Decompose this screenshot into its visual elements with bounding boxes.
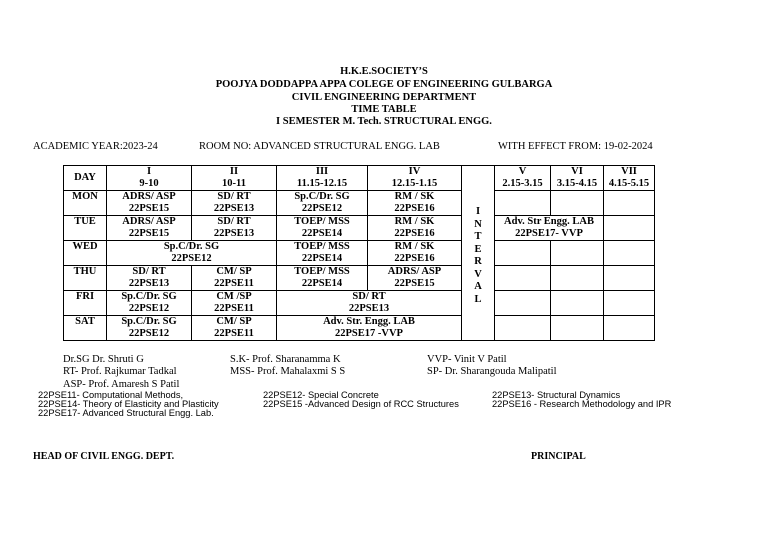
class-cell: CM/ SP 22PSE11 [192, 316, 277, 341]
faculty-abbreviation: SP- Dr. Sharangouda Malipatil [427, 366, 557, 377]
empty-cell [604, 216, 655, 241]
row-wed [64, 241, 655, 266]
class-cell: Sp.C/Dr. SG 22PSE12 [107, 241, 277, 266]
day-header: DAY [64, 166, 107, 191]
row-thu [64, 266, 655, 291]
empty-cell [604, 266, 655, 291]
period-header: II 10-11 [192, 166, 277, 191]
header-row [64, 166, 655, 191]
day-cell: THU [64, 266, 107, 291]
semester-title: I SEMESTER M. Tech. STRUCTURAL ENGG. [276, 116, 492, 127]
subject-item: 22PSE12- Special Concrete [263, 390, 379, 400]
principal-signature: PRINCIPAL [531, 451, 586, 462]
empty-cell [551, 241, 604, 266]
class-cell: SD/ RT 22PSE13 [277, 291, 462, 316]
faculty-abbreviation: VVP- Vinit V Patil [427, 354, 507, 365]
empty-cell [551, 266, 604, 291]
society-name: H.K.E.SOCIETY’S [340, 66, 428, 77]
class-cell: ADRS/ ASP 22PSE15 [107, 216, 192, 241]
subject-item: 22PSE13- Structural Dynamics [492, 390, 621, 400]
interval-column: I N T E R V A L [462, 166, 495, 341]
day-cell: MON [64, 191, 107, 216]
class-cell: TOEP/ MSS 22PSE14 [277, 216, 368, 241]
period-header: V 2.15-3.15 [495, 166, 551, 191]
class-cell: RM / SK 22PSE16 [368, 216, 462, 241]
subject-item: 22PSE14- Theory of Elasticity and Plasticity [38, 399, 219, 409]
class-cell: ADRS/ ASP 22PSE15 [368, 266, 462, 291]
document-title: TIME TABLE [351, 104, 417, 115]
row-tue [64, 216, 655, 241]
day-cell: TUE [64, 216, 107, 241]
class-cell: RM / SK 22PSE16 [368, 191, 462, 216]
class-cell: Sp.C/Dr. SG 22PSE12 [107, 291, 192, 316]
empty-cell [604, 241, 655, 266]
row-mon [64, 191, 655, 216]
class-cell: SD/ RT 22PSE13 [107, 266, 192, 291]
period-header: III 11.15-12.15 [277, 166, 368, 191]
class-cell: Sp.C/Dr. SG 22PSE12 [277, 191, 368, 216]
row-sat [64, 316, 655, 341]
empty-cell [495, 191, 551, 216]
empty-cell [604, 191, 655, 216]
day-cell: FRI [64, 291, 107, 316]
college-name: POOJYA DODDAPPA APPA COLEGE OF ENGINEERING GULBARGA [215, 79, 553, 90]
class-cell: ADRS/ ASP 22PSE15 [107, 191, 192, 216]
empty-cell [495, 241, 551, 266]
period-header: VI 3.15-4.15 [551, 166, 604, 191]
row-fri [64, 291, 655, 316]
empty-cell [495, 291, 551, 316]
hod-signature: HEAD OF CIVIL ENGG. DEPT. [33, 451, 175, 462]
class-cell: TOEP/ MSS 22PSE14 [277, 241, 368, 266]
empty-cell [604, 316, 655, 341]
room-number: ROOM NO: ADVANCED STRUCTURAL ENGG. LAB [199, 141, 440, 152]
subject-item: 22PSE16 - Research Methodology and IPR [492, 399, 672, 409]
period-header: I 9-10 [107, 166, 192, 191]
day-cell: SAT [64, 316, 107, 341]
subject-item: 22PSE11- Computational Methods, [38, 390, 184, 400]
department-name: CIVIL ENGINEERING DEPARTMENT [291, 92, 477, 103]
empty-cell [604, 291, 655, 316]
period-header: IV 12.15-1.15 [368, 166, 462, 191]
timetable [63, 165, 655, 341]
faculty-abbreviation: MSS- Prof. Mahalaxmi S S [230, 366, 346, 377]
subject-item: 22PSE15 -Advanced Design of RCC Structures [263, 399, 459, 409]
class-cell: RM / SK 22PSE16 [368, 241, 462, 266]
empty-cell [551, 291, 604, 316]
empty-cell [495, 266, 551, 291]
subject-item: 22PSE17- Advanced Structural Engg. Lab. [38, 408, 214, 418]
class-cell: CM /SP 22PSE11 [192, 291, 277, 316]
academic-year: ACADEMIC YEAR:2023-24 [33, 141, 158, 152]
empty-cell [551, 316, 604, 341]
class-cell: CM/ SP 22PSE11 [192, 266, 277, 291]
lab-cell: Adv. Str. Engg. LAB 22PSE17 -VVP [277, 316, 462, 341]
lab-cell: Adv. Str Engg. LAB 22PSE17- VVP [495, 216, 604, 241]
faculty-abbreviation: S.K- Prof. Sharanamma K [230, 354, 341, 365]
faculty-abbreviation: Dr.SG Dr. Shruti G [63, 354, 144, 365]
class-cell: Sp.C/Dr. SG 22PSE12 [107, 316, 192, 341]
effective-date: WITH EFFECT FROM: 19-02-2024 [498, 141, 653, 152]
empty-cell [495, 316, 551, 341]
class-cell: TOEP/ MSS 22PSE14 [277, 266, 368, 291]
period-header: VII 4.15-5.15 [604, 166, 655, 191]
day-cell: WED [64, 241, 107, 266]
faculty-abbreviation: RT- Prof. Rajkumar Tadkal [63, 366, 177, 377]
class-cell: SD/ RT 22PSE13 [192, 191, 277, 216]
empty-cell [551, 191, 604, 216]
class-cell: SD/ RT 22PSE13 [192, 216, 277, 241]
faculty-abbreviation: ASP- Prof. Amaresh S Patil [63, 379, 180, 390]
